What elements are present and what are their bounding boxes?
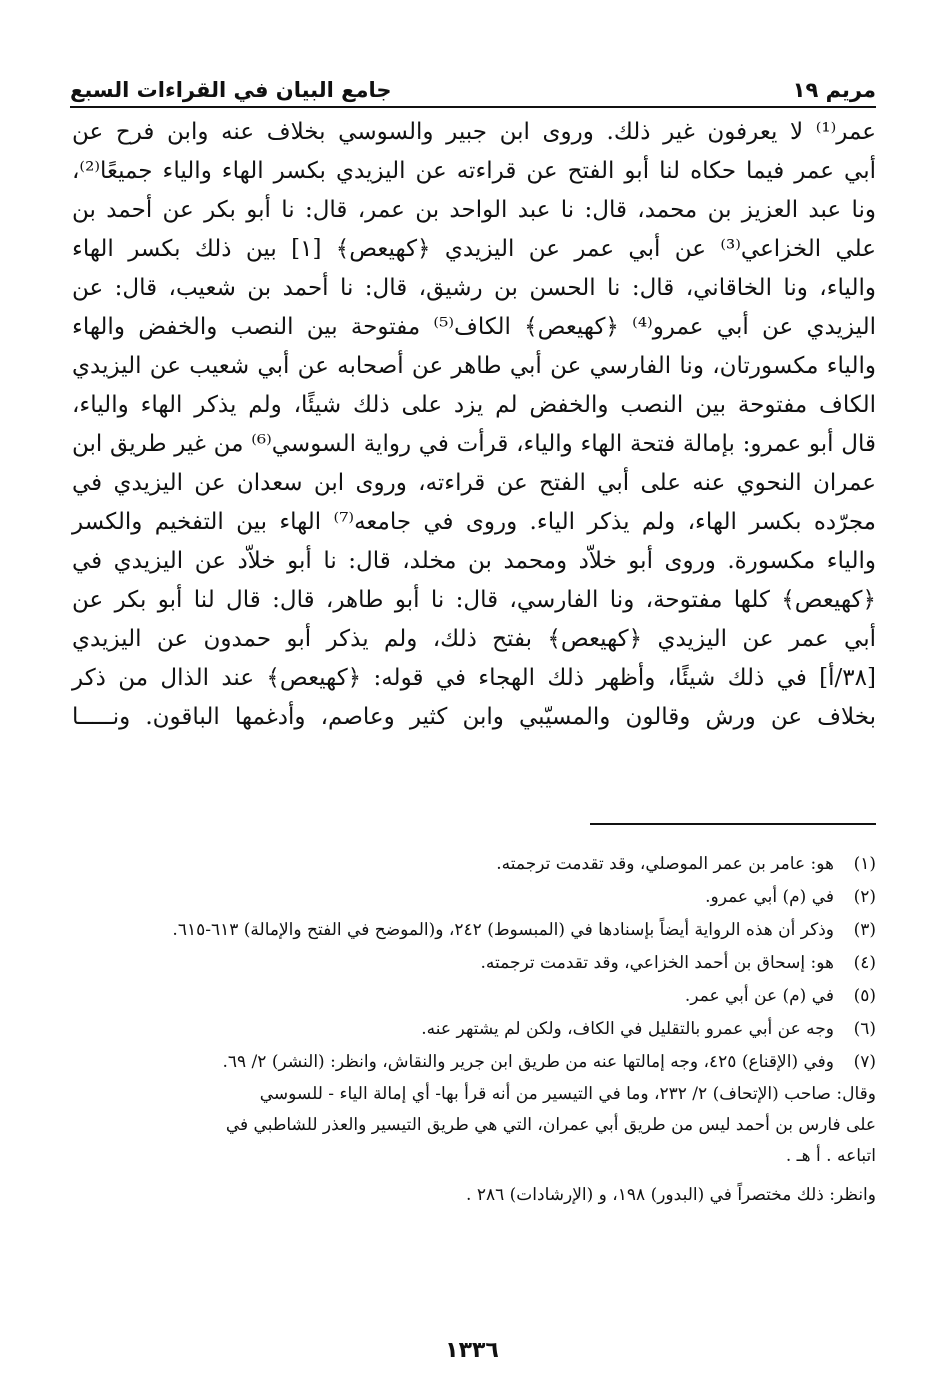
body-line: عمران النحوي عنه على أبي الفتح عن قراءته، وروى ابن سعدان عن اليزيدي في (72, 470, 876, 496)
body-line: [٣٨/أ] في ذلك شيئًا، وأظهر ذلك الهجاء في قوله: ﴿كهيعص﴾ عند الذال من ذكر (72, 665, 876, 691)
footnote (72, 980, 876, 1013)
body-line: ﴿كهيعص﴾ كلها مفتوحة، ونا الفارسي، قال: نا أبو طاهر، قال: قال لنا أبو بكر عن (72, 587, 876, 613)
footnotes (72, 848, 876, 1211)
body-line: والياء مكسورة. وروى أبو خلاّد ومحمد بن مخلد، قال: نا أبو خلاّد عن اليزيدي في (72, 548, 876, 574)
footnote (72, 914, 876, 947)
header-divider (70, 106, 876, 108)
footnote-number: (٤) (853, 953, 876, 973)
footnote-number: (٦) (853, 1019, 876, 1039)
footnote-number: (٣) (853, 920, 876, 940)
main-text (72, 113, 876, 737)
footnote-final-line: وانظر: ذلك مختصراً في (البدور) ١٩٨، و (الإرشادات) ٢٨٦ . (466, 1185, 876, 1205)
footnote-text: في (م) أبي عمرو. (705, 887, 834, 907)
header-surah: مريم ١٩ (792, 78, 876, 102)
running-header (70, 64, 876, 102)
body-line: أبي عمر فيما حكاه لنا أبو الفتح عن قراءته عن اليزيدي بكسر الهاء والياء جميعًا⁽²⁾، (72, 158, 876, 184)
body-line: والياء، ونا الخاقاني، قال: نا الحسن بن رشيق، قال: نا أحمد بن شعيب، قال: عن (72, 275, 876, 301)
footnote-continuation-line: وقال: صاحب (الإتحاف) ٢/ ٢٣٢، وما في التيسير من أنه قرأ بها- أي إمالة الياء - للسوسي (259, 1084, 876, 1104)
body-line: بخلاف عن ورش وقالون والمسيّبي وابن كثير وعاصم، وأدغمها الباقون. ونـــــا (72, 704, 876, 730)
footnote-number: (١) (853, 854, 876, 874)
body-line: ونا عبد العزيز بن محمد، قال: نا عبد الواحد بن عمر، قال: نا أبو بكر عن أحمد بن (72, 197, 876, 223)
footnote (72, 1013, 876, 1046)
body-line: اليزيدي عن أبي عمرو⁽⁴⁾ ﴿كهيعص﴾ الكاف⁽⁵⁾ مفتوحة بين النصب والخفض والهاء (72, 314, 876, 340)
footnote-number: (٥) (853, 986, 876, 1006)
body-line: أبي عمر عن اليزيدي ﴿كهيعص﴾ بفتح ذلك، ولم يذكر أبو حمدون عن اليزيدي (72, 626, 876, 652)
footnote (72, 947, 876, 980)
footnote (72, 1046, 876, 1079)
body-line: الكاف مفتوحة بين النصب والخفض لم يزد على ذلك شيئًا، ولم يذكر الهاء والياء، (72, 392, 877, 418)
footnote-text: وجه عن أبي عمرو بالتقليل في الكاف، ولكن لم يشتهر عنه. (421, 1019, 834, 1039)
footnote-text: هو: عامر بن عمر الموصلي، وقد تقدمت ترجمته. (496, 854, 834, 874)
footnote-text: هو: إسحاق بن أحمد الخزاعي، وقد تقدمت ترجمته. (480, 953, 834, 973)
footnote-text: في (م) عن أبي عمر. (684, 986, 834, 1006)
footnote (72, 848, 876, 881)
footnote-number: (٧) (853, 1052, 876, 1072)
footnote-number: (٢) (853, 887, 876, 907)
body-line: علي الخزاعي⁽³⁾ عن أبي عمر عن اليزيدي ﴿كهيعص﴾ [١] بين ذلك بكسر الهاء (72, 236, 876, 262)
body-line: والياء مكسورتان، ونا الفارسي عن أبي طاهر عن أصحابه عن أبي شعيب عن اليزيدي (72, 353, 876, 379)
footnote-text: وفي (الإقناع) ٤٢٥، وجه إمالتها عنه من طريق ابن جرير والنقاش، وانظر: (النشر) ٢/ ٦٩. (222, 1052, 834, 1072)
body-line: مجرّده بكسر الهاء، ولم يذكر الياء. وروى في جامعه⁽⁷⁾ الهاء بين التفخيم والكسر (72, 509, 876, 535)
footnote-continuation-line: على فارس بن أحمد ليس من طريق أبي عمران، التي هي طريق التيسير والعذر للشاطبي في (225, 1115, 876, 1135)
footnote (72, 881, 876, 914)
header-book-title: جامع البيان في القراءات السبع (70, 78, 392, 102)
footnote-continuation-line: اتباعه . أ هـ . (785, 1146, 876, 1166)
body-line: عمر⁽¹⁾ لا يعرفون غير ذلك. وروى ابن جبير والسوسي بخلاف عنه وابن فرح عن (72, 119, 876, 145)
footnote-text: وذكر أن هذه الرواية أيضاً بإسنادها في (المبسوط) ٢٤٢، و(الموضح في الفتح والإمالة) ٦١٣-٦١٥. (172, 920, 834, 940)
footnote-separator (590, 823, 876, 825)
page-number: ١٣٣٦ (445, 1338, 499, 1363)
body-line: قال أبو عمرو: بإمالة فتحة الهاء والياء، قرأت في رواية السوسي⁽⁶⁾ من غير طريق ابن (72, 431, 876, 457)
